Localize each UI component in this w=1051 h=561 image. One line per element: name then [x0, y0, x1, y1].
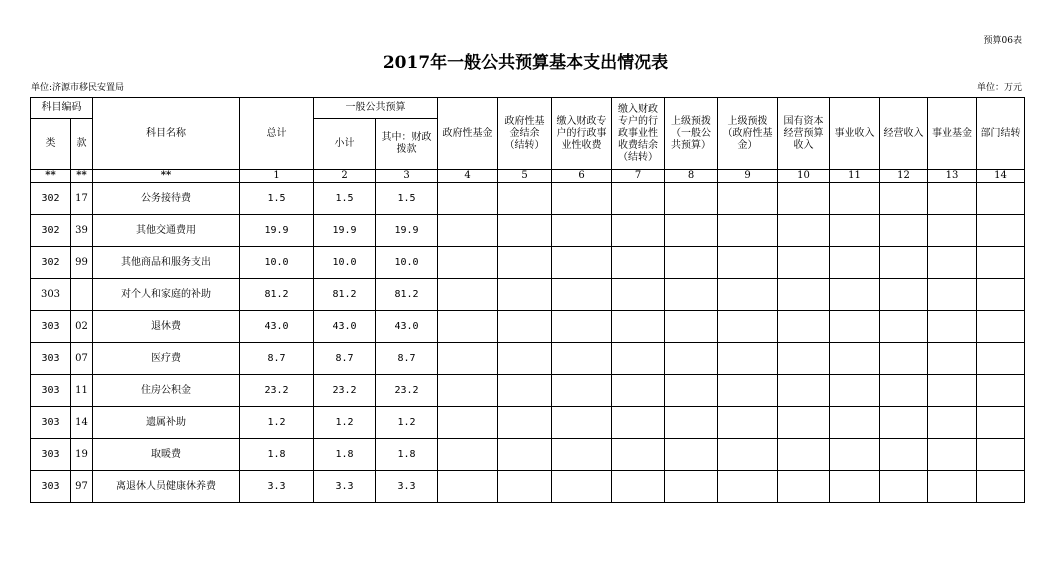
cell-empty [438, 183, 498, 215]
cell-subject-name: 离退休人员健康休养费 [93, 471, 240, 503]
cell-empty [718, 279, 778, 311]
cell-empty [778, 375, 830, 407]
cell-empty [718, 375, 778, 407]
cell-empty [612, 343, 665, 375]
cell-empty [438, 407, 498, 439]
cell-kuan: 14 [71, 407, 93, 439]
cell-empty [778, 471, 830, 503]
cell-total: 10.0 [240, 247, 314, 279]
header-dept-balance: 部门结转 [977, 98, 1025, 170]
cell-empty [498, 247, 552, 279]
header-gov-fund-balance: 政府性基金结余（结转） [498, 98, 552, 170]
cell-empty [665, 439, 718, 471]
cell-fiscal: 1.8 [376, 439, 438, 471]
cell-kuan: 17 [71, 183, 93, 215]
cell-empty [880, 215, 928, 247]
cell-empty [438, 471, 498, 503]
cell-subject-name: 其他交通费用 [93, 215, 240, 247]
cell-fiscal: 3.3 [376, 471, 438, 503]
index-cell: 14 [977, 170, 1025, 183]
index-cell: 6 [552, 170, 612, 183]
cell-empty [928, 471, 977, 503]
cell-empty [880, 407, 928, 439]
cell-empty [977, 215, 1025, 247]
cell-kuan: 19 [71, 439, 93, 471]
header-total: 总计 [240, 98, 314, 170]
index-cell: 13 [928, 170, 977, 183]
cell-empty [438, 311, 498, 343]
table-row [31, 247, 1025, 279]
cell-empty [612, 311, 665, 343]
cell-empty [612, 279, 665, 311]
cell-empty [498, 215, 552, 247]
cell-lei: 303 [31, 279, 71, 311]
cell-empty [928, 311, 977, 343]
table-row [31, 279, 1025, 311]
index-cell: ** [93, 170, 240, 183]
cell-lei: 303 [31, 471, 71, 503]
header-subject-name: 科目名称 [93, 98, 240, 170]
cell-subtotal: 10.0 [314, 247, 376, 279]
cell-lei: 303 [31, 311, 71, 343]
cell-empty [718, 311, 778, 343]
cell-empty [778, 311, 830, 343]
cell-subject-name: 退休费 [93, 311, 240, 343]
unit-label-left: 单位:济源市移民安置局 [31, 83, 125, 93]
cell-lei: 302 [31, 183, 71, 215]
cell-lei: 302 [31, 215, 71, 247]
cell-empty [977, 343, 1025, 375]
header-row-1 [31, 98, 1025, 119]
cell-empty [830, 279, 880, 311]
cell-empty [830, 343, 880, 375]
cell-subtotal: 81.2 [314, 279, 376, 311]
cell-fiscal: 1.5 [376, 183, 438, 215]
cell-lei: 303 [31, 343, 71, 375]
cell-empty [438, 279, 498, 311]
index-cell: 12 [880, 170, 928, 183]
cell-empty [718, 407, 778, 439]
cell-empty [830, 375, 880, 407]
index-cell: 8 [665, 170, 718, 183]
cell-empty [880, 183, 928, 215]
cell-empty [498, 183, 552, 215]
cell-empty [498, 471, 552, 503]
cell-empty [665, 311, 718, 343]
cell-empty [438, 247, 498, 279]
cell-empty [612, 471, 665, 503]
cell-lei: 303 [31, 439, 71, 471]
cell-empty [718, 215, 778, 247]
cell-empty [778, 279, 830, 311]
cell-empty [830, 247, 880, 279]
cell-empty [778, 183, 830, 215]
table-row [31, 407, 1025, 439]
cell-kuan: 07 [71, 343, 93, 375]
index-cell: 2 [314, 170, 376, 183]
cell-empty [778, 439, 830, 471]
cell-subtotal: 1.8 [314, 439, 376, 471]
cell-empty [928, 183, 977, 215]
unit-label-right: 单位：万元 [976, 83, 1022, 93]
header-superior-general: 上级预拨（一般公共预算） [665, 98, 718, 170]
cell-empty [498, 375, 552, 407]
index-cell: 4 [438, 170, 498, 183]
header-operating-income: 经营收入 [880, 98, 928, 170]
cell-subtotal: 19.9 [314, 215, 376, 247]
cell-empty [928, 439, 977, 471]
cell-subject-name: 住房公积金 [93, 375, 240, 407]
index-cell: ** [71, 170, 93, 183]
index-cell: 11 [830, 170, 880, 183]
cell-empty [830, 471, 880, 503]
cell-total: 19.9 [240, 215, 314, 247]
header-general-budget: 一般公共预算 [314, 98, 438, 119]
cell-empty [552, 407, 612, 439]
index-cell: 1 [240, 170, 314, 183]
cell-empty [778, 407, 830, 439]
cell-empty [498, 279, 552, 311]
cell-subject-name: 医疗费 [93, 343, 240, 375]
cell-empty [880, 343, 928, 375]
cell-empty [880, 471, 928, 503]
cell-empty [498, 311, 552, 343]
table-row [31, 343, 1025, 375]
cell-fiscal: 8.7 [376, 343, 438, 375]
cell-empty [498, 407, 552, 439]
cell-empty [830, 215, 880, 247]
cell-empty [665, 247, 718, 279]
header-of-which-fiscal: 其中：财政拨款 [376, 119, 438, 170]
cell-empty [552, 439, 612, 471]
page-title: 2017年一般公共预算基本支出情况表 [382, 53, 669, 73]
cell-subtotal: 43.0 [314, 311, 376, 343]
cell-empty [778, 247, 830, 279]
cell-empty [718, 247, 778, 279]
cell-subtotal: 1.2 [314, 407, 376, 439]
cell-empty [977, 439, 1025, 471]
cell-total: 1.5 [240, 183, 314, 215]
cell-lei: 303 [31, 407, 71, 439]
table-row [31, 183, 1025, 215]
cell-kuan [71, 279, 93, 311]
header-superior-gov-fund: 上级预拨（政府性基金） [718, 98, 778, 170]
cell-empty [718, 183, 778, 215]
cell-fiscal: 10.0 [376, 247, 438, 279]
header-career-fund: 事业基金 [928, 98, 977, 170]
cell-empty [438, 439, 498, 471]
cell-empty [778, 215, 830, 247]
cell-empty [880, 279, 928, 311]
cell-empty [880, 247, 928, 279]
cell-empty [552, 471, 612, 503]
header-admin-fee: 缴入财政专户的行政事业性收费 [552, 98, 612, 170]
index-cell: 7 [612, 170, 665, 183]
cell-empty [665, 343, 718, 375]
cell-empty [977, 183, 1025, 215]
cell-fiscal: 23.2 [376, 375, 438, 407]
cell-empty [665, 407, 718, 439]
cell-empty [977, 311, 1025, 343]
table-row [31, 311, 1025, 343]
cell-total: 23.2 [240, 375, 314, 407]
cell-empty [498, 343, 552, 375]
cell-empty [498, 439, 552, 471]
cell-empty [552, 247, 612, 279]
cell-empty [718, 471, 778, 503]
cell-empty [928, 343, 977, 375]
header-subtotal: 小计 [314, 119, 376, 170]
form-code: 预算06表 [983, 36, 1022, 46]
cell-empty [977, 279, 1025, 311]
cell-total: 8.7 [240, 343, 314, 375]
cell-subtotal: 23.2 [314, 375, 376, 407]
cell-empty [665, 183, 718, 215]
header-state-capital: 国有资本经营预算收入 [778, 98, 830, 170]
table-row [31, 215, 1025, 247]
cell-empty [552, 375, 612, 407]
cell-empty [552, 279, 612, 311]
cell-empty [612, 183, 665, 215]
cell-subject-name: 公务接待费 [93, 183, 240, 215]
cell-kuan: 97 [71, 471, 93, 503]
cell-kuan: 99 [71, 247, 93, 279]
cell-empty [612, 407, 665, 439]
cell-fiscal: 1.2 [376, 407, 438, 439]
cell-empty [880, 439, 928, 471]
cell-empty [665, 215, 718, 247]
cell-empty [552, 215, 612, 247]
cell-empty [928, 375, 977, 407]
header-gov-fund: 政府性基金 [438, 98, 498, 170]
cell-kuan: 39 [71, 215, 93, 247]
cell-subject-name: 取暖费 [93, 439, 240, 471]
cell-empty [830, 407, 880, 439]
index-row [31, 170, 1025, 183]
cell-empty [880, 311, 928, 343]
cell-empty [880, 375, 928, 407]
cell-lei: 303 [31, 375, 71, 407]
header-admin-fee-balance: 缴入财政专户的行政事业性收费结余（结转） [612, 98, 665, 170]
table-row [31, 439, 1025, 471]
cell-empty [612, 439, 665, 471]
cell-empty [830, 183, 880, 215]
header-career-income: 事业收入 [830, 98, 880, 170]
cell-subtotal: 1.5 [314, 183, 376, 215]
header-kuan: 款 [71, 119, 93, 170]
cell-empty [718, 343, 778, 375]
cell-total: 1.8 [240, 439, 314, 471]
cell-fiscal: 81.2 [376, 279, 438, 311]
cell-empty [665, 471, 718, 503]
cell-empty [977, 471, 1025, 503]
cell-fiscal: 19.9 [376, 215, 438, 247]
cell-empty [928, 279, 977, 311]
cell-empty [552, 311, 612, 343]
cell-empty [977, 375, 1025, 407]
cell-empty [928, 215, 977, 247]
budget-table [30, 97, 1025, 503]
cell-total: 1.2 [240, 407, 314, 439]
cell-empty [718, 439, 778, 471]
cell-lei: 302 [31, 247, 71, 279]
cell-total: 3.3 [240, 471, 314, 503]
cell-empty [928, 407, 977, 439]
cell-subject-name: 遗属补助 [93, 407, 240, 439]
cell-empty [778, 343, 830, 375]
cell-empty [438, 215, 498, 247]
cell-empty [552, 343, 612, 375]
header-lei: 类 [31, 119, 71, 170]
cell-kuan: 02 [71, 311, 93, 343]
cell-empty [552, 183, 612, 215]
cell-empty [665, 375, 718, 407]
cell-total: 81.2 [240, 279, 314, 311]
table-row [31, 471, 1025, 503]
cell-subject-name: 其他商品和服务支出 [93, 247, 240, 279]
cell-empty [612, 247, 665, 279]
index-cell: ** [31, 170, 71, 183]
index-cell: 9 [718, 170, 778, 183]
cell-empty [977, 247, 1025, 279]
cell-empty [830, 439, 880, 471]
cell-empty [612, 375, 665, 407]
cell-empty [438, 343, 498, 375]
cell-empty [438, 375, 498, 407]
index-cell: 3 [376, 170, 438, 183]
cell-subtotal: 3.3 [314, 471, 376, 503]
index-cell: 5 [498, 170, 552, 183]
cell-empty [977, 407, 1025, 439]
table-row [31, 375, 1025, 407]
cell-subtotal: 8.7 [314, 343, 376, 375]
index-cell: 10 [778, 170, 830, 183]
cell-empty [830, 311, 880, 343]
cell-subject-name: 对个人和家庭的补助 [93, 279, 240, 311]
cell-fiscal: 43.0 [376, 311, 438, 343]
header-subject-code: 科目编码 [31, 98, 93, 119]
cell-empty [612, 215, 665, 247]
cell-empty [928, 247, 977, 279]
cell-empty [665, 279, 718, 311]
cell-kuan: 11 [71, 375, 93, 407]
cell-total: 43.0 [240, 311, 314, 343]
